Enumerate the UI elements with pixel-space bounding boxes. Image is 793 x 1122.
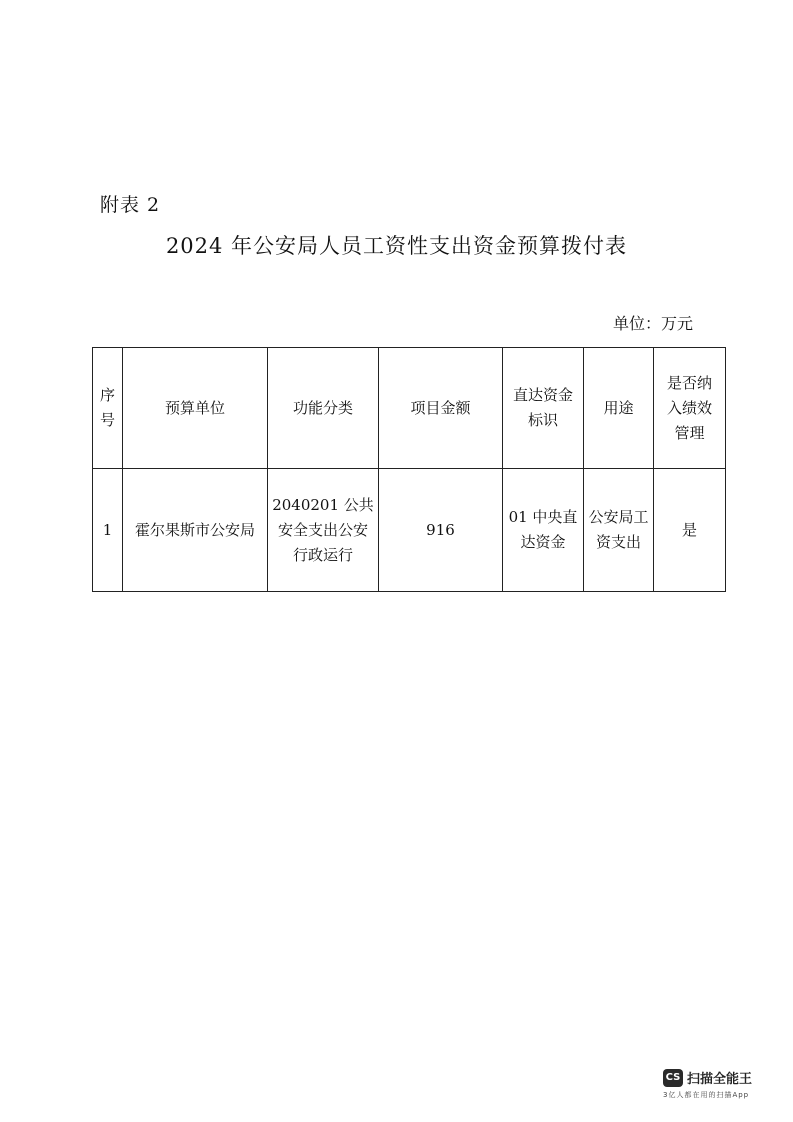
header-fund-mark-line: 直达资金 xyxy=(512,386,573,404)
attachment-label: 附表 2 xyxy=(100,194,161,216)
budget-table xyxy=(92,347,726,592)
document-title: 2024 年公安局人员工资性支出资金预算拨付表 xyxy=(165,234,628,258)
table-header-row xyxy=(93,348,726,469)
scanner-app-name: 扫描全能王 xyxy=(687,1072,753,1087)
header-performance-line: 管理 xyxy=(674,423,705,442)
cell-function-class xyxy=(268,469,379,592)
cell-fund-mark-line: 达资金 xyxy=(520,533,566,551)
scanner-watermark-row xyxy=(663,1068,773,1087)
cell-seq: 1 xyxy=(93,469,123,592)
header-seq-line: 号 xyxy=(99,411,115,429)
cell-fund-mark-line: 01 中央直 xyxy=(508,508,578,526)
header-performance xyxy=(654,348,726,469)
header-performance-line: 入绩效 xyxy=(666,398,712,417)
cell-budget-unit: 霍尔果斯市公安局 xyxy=(123,469,268,592)
header-fund-mark-line: 标识 xyxy=(527,411,558,429)
header-usage: 用途 xyxy=(584,348,654,469)
scanner-slogan: 3亿人都在用的扫描App xyxy=(663,1091,750,1099)
unit-label: 单位：万元 xyxy=(612,314,693,333)
header-function-class: 功能分类 xyxy=(268,348,379,469)
header-performance-line: 是否纳 xyxy=(666,373,712,392)
cell-performance: 是 xyxy=(654,469,726,592)
cell-usage xyxy=(584,469,654,592)
cell-function-line: 行政运行 xyxy=(292,545,353,564)
header-budget-unit: 预算单位 xyxy=(123,348,268,469)
table-row xyxy=(93,469,726,592)
cell-amount: 916 xyxy=(379,469,503,592)
header-seq xyxy=(93,348,123,469)
scanner-watermark xyxy=(663,1068,773,1100)
header-seq-line: 序 xyxy=(99,386,115,404)
cell-function-line: 安全支出公安 xyxy=(277,520,368,539)
header-amount: 项目金额 xyxy=(379,348,503,469)
camscanner-logo-icon: CS xyxy=(663,1069,683,1087)
cell-usage-line: 公安局工 xyxy=(588,508,649,526)
cell-usage-line: 资支出 xyxy=(595,533,641,551)
header-fund-mark xyxy=(503,348,584,469)
cell-function-line: 2040201 公共 xyxy=(272,495,374,514)
cell-fund-mark xyxy=(503,469,584,592)
